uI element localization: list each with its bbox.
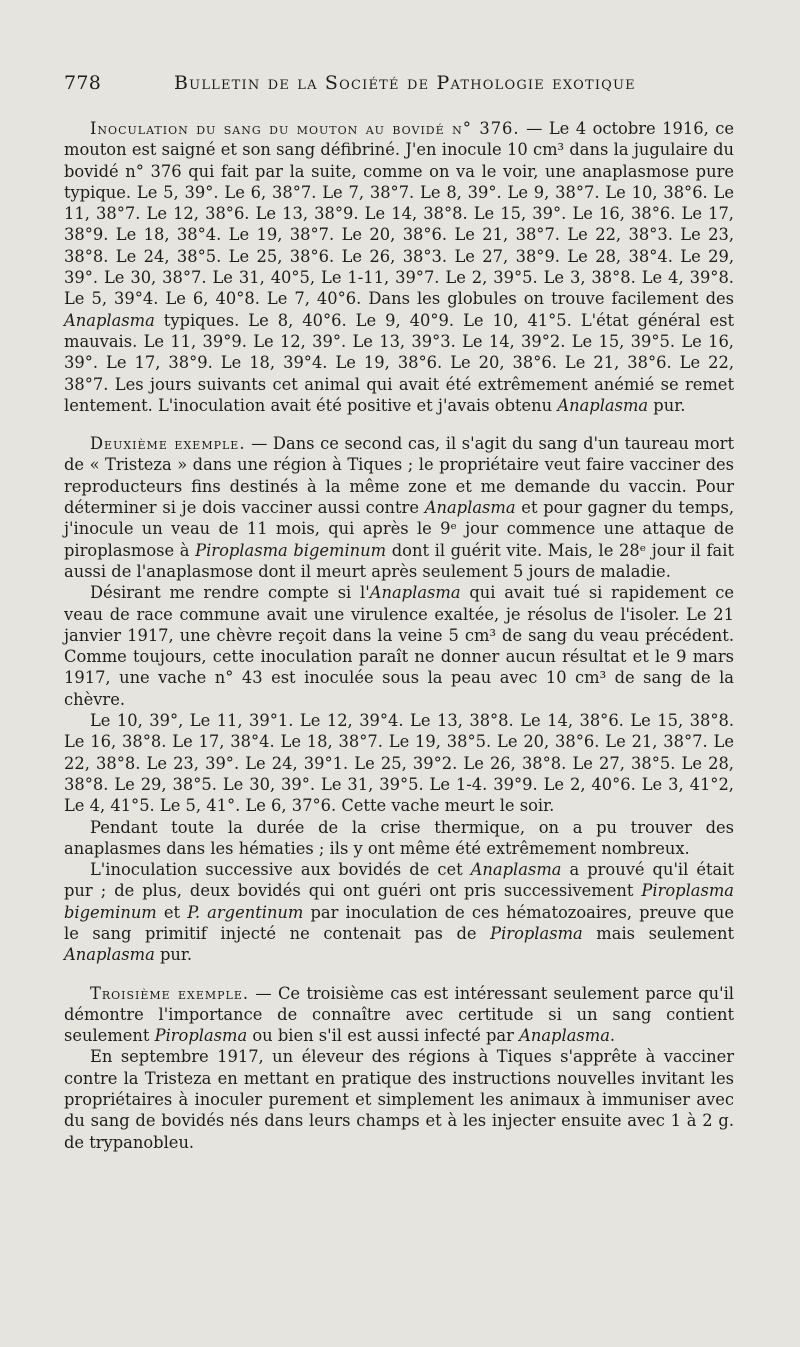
- section-heading-troisieme: Troisième exemple.: [90, 983, 250, 1003]
- journal-title: Bulletin de la Société de Pathologie exotique: [174, 72, 636, 94]
- text-run: pur.: [648, 395, 686, 415]
- text-run: et pour gagner du temps, j'inocule un veau de 11 mois, qui après le 9ᵉ jour commence une attaque de piroplasmose à: [64, 498, 734, 560]
- text-run: par inoculation de ces hématozoaires, preuve que le sang primitif injecté ne contenait pas de: [64, 902, 735, 943]
- taxon-name: Piroplasma bigeminum: [64, 881, 734, 922]
- taxon-name: Piroplasma: [490, 923, 583, 943]
- text-run: qui avait tué si rapidement ce veau de race commune avait une virulence exaltée, je résolus de l'isoler. Le 21 janvier 1917, une chèvre reçoit dans la veine 5 cm³ de sang du veau précédent. Comme toujours, cette inoculation paraît ne donner aucun résultat et le 9 mars 1917, une vache n° 43 est inoculée sous la peau avec 10 cm³ de sang de la chèvre.: [64, 583, 734, 709]
- text-run: — Le 4 octobre 1916, ce mouton est saigné et son sang défibriné. J'en inocule 10 cm³ dans la jugulaire du bovidé n° 376 qui fait par la suite, comme on va le voir, une anaplasmose pure typique. Le 5, 39°. Le 6, 38°7. Le 7, 38°7. Le 8, 39°. Le 9, 38°7. Le 10, 38°6. Le 11, 38°7. Le 12, 38°6. Le 13, 38°9. Le 14, 38°8. Le 15, 39°. Le 16, 38°6. Le 17, 38°9. Le 18, 38°4. Le 19, 38°7. Le 20, 38°6. Le 21, 38°7. Le 22, 38°3. Le 23, 38°8. Le 24, 38°5. Le 25, 38°6. Le 26, 38°3. Le 27, 38°9. Le 28, 38°4. Le 29, 39°. Le 30, 38°7. Le 31, 40°5, Le 1-11, 39°7. Le 2, 39°5. Le 3, 38°8. Le 4, 39°8. Le 5, 39°4. Le 6, 40°8. Le 7, 40°6. Dans les globules on trouve facilement des: [64, 119, 734, 309]
- paragraph-septembre-1917: En septembre 1917, un éleveur des régions à Tiques s'apprête à vacciner contre la Tristeza en mettant en pratique des instructions nouvelles invitant les propriétaires à inoculer purement et simplement les animaux à immuniser avec du sang de bovidés nés dans leurs champs et à les injecter ensuite avec 1 à 2 g. de trypanobleu.: [64, 1047, 734, 1152]
- text-run: — Dans ce second cas, il s'agit du sang d'un taureau mort de « Tristeza » dans une région à Tiques ; le propriétaire veut faire vacciner des reproducteurs fins destinés à la même zone et me demande du vaccin. Pour déterminer si je dois vacciner aussi contre: [64, 434, 735, 518]
- paragraph-temperatures-vache: Le 10, 39°, Le 11, 39°1. Le 12, 39°4. Le 13, 38°8. Le 14, 38°6. Le 15, 38°8. Le 16, 38°8. Le 17, 38°4. Le 18, 38°7. Le 19, 38°5. Le 20, 38°6. Le 21, 38°7. Le 22, 38°8. Le 23, 39°. Le 24, 39°1. Le 25, 39°2. Le 26, 38°8. Le 27, 38°5. Le 28, 38°8. Le 29, 38°5. Le 30, 39°. Le 31, 39°5. Le 1-4. 39°9. Le 2, 40°6. Le 3, 41°2, Le 4, 41°5. Le 5, 41°. Le 6, 37°6. Cette vache meurt le soir.: [64, 711, 734, 816]
- taxon-name: Anaplasma: [64, 310, 155, 330]
- section-heading-deuxieme: Deuxième exemple.: [90, 434, 246, 454]
- text-run: L'inoculation successive aux bovidés de cet: [90, 860, 471, 880]
- text-run: pur.: [154, 945, 193, 965]
- text-run: typiques. Le 8, 40°6. Le 9, 40°9. Le 10, 41°5. L'état général est mauvais. Le 11, 39°9. Le 12, 39°. Le 13, 39°3. Le 14, 39°2. Le 15, 39°5. Le 16, 39°. Le 17, 38°9. Le 18, 39°4. Le 19, 38°6. Le 20, 38°6. Le 21, 38°6. Le 22, 38°7. Les jours suivants cet animal qui avait été extrêmement anémié se remet lentement. L'inoculation avait été positive et j'avais obtenu: [64, 310, 734, 415]
- article-body: [64, 118, 734, 1153]
- taxon-name: Anaplasma: [369, 583, 461, 603]
- taxon-name: Anaplasma: [519, 1026, 610, 1046]
- text-run: et: [156, 902, 188, 922]
- paragraph-inoculation-mouton: [64, 118, 734, 416]
- paragraph-deuxieme-exemple: [64, 433, 734, 582]
- paragraph-inoculation-successive: [64, 859, 734, 965]
- taxon-name: Piroplasma bigeminum: [195, 540, 387, 560]
- paragraph-crise-thermique: Pendant toute la durée de la crise thermique, on a pu trouver des anaplasmes dans les hématies ; ils y ont même été extrêmement nombreux.: [64, 817, 734, 858]
- taxon-name: Anaplasma: [64, 945, 155, 965]
- paragraph-troisieme-exemple: [64, 983, 734, 1047]
- text-run: ou bien s'il est aussi infecté par: [247, 1026, 520, 1046]
- taxon-name: P. argentinum: [187, 902, 304, 922]
- taxon-name: Anaplasma: [470, 860, 562, 880]
- text-run: a prouvé qu'il était pur ; de plus, deux bovidés qui ont guéri ont pris successivement: [64, 860, 734, 901]
- paragraph-desirant: [64, 582, 734, 710]
- page-number: 778: [64, 72, 102, 94]
- text-run: dont il guérit vite. Mais, le 28ᵉ jour il fait aussi de l'anaplasmose dont il meurt après seulement 5 jours de maladie.: [64, 540, 734, 581]
- text-run: mais seulement: [582, 923, 734, 943]
- taxon-name: Anaplasma: [424, 498, 516, 518]
- text-run: .: [609, 1026, 616, 1046]
- text-run: Désirant me rendre compte si l': [90, 583, 370, 603]
- taxon-name: Piroplasma: [154, 1026, 248, 1046]
- section-heading-inoculation: Inoculation du sang du mouton au bovidé n° 376.: [90, 119, 520, 138]
- taxon-name: Anaplasma: [557, 395, 649, 415]
- text-run: — Ce troisième cas est intéressant seulement parce qu'il démontre l'importance de connaître avec certitude si un sang contient seulement: [64, 983, 734, 1046]
